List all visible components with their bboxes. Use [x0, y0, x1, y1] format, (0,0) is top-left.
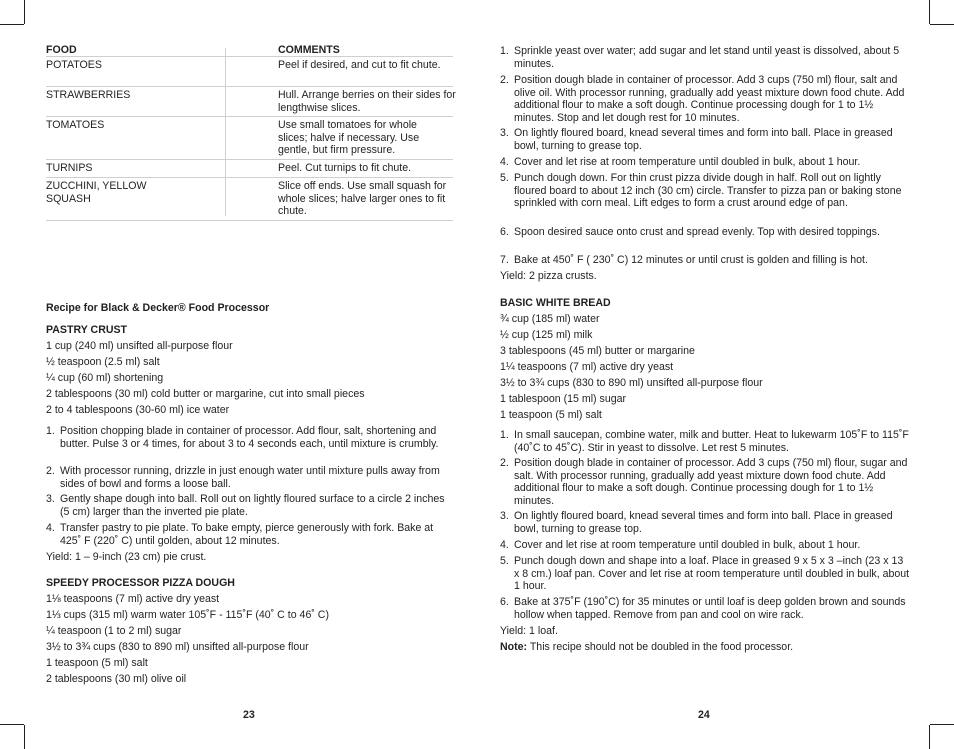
food-table	[46, 43, 456, 221]
ingredient-line: ½ teaspoon (2.5 ml) salt	[46, 356, 160, 368]
step-text: Cover and let rise at room temperature until doubled in bulk, about 1 hour.	[514, 539, 861, 551]
step-number: 5.	[500, 172, 509, 184]
step-text: Cover and let rise at room temperature until doubled in bulk, about 1 hour.	[514, 156, 861, 168]
step-number: 6.	[500, 596, 509, 608]
ingredient-line: 2 tablespoons (30 ml) cold butter or margarine, cut into small pieces	[46, 388, 365, 400]
step-item	[500, 226, 910, 239]
ingredient-line: 3½ to 3¾ cups (830 to 890 ml) unsifted all-purpose flour	[46, 641, 309, 653]
step-number: 2.	[500, 74, 509, 86]
ingredient-line: 1⅛ teaspoons (7 ml) active dry yeast	[46, 593, 220, 605]
step-item	[500, 596, 910, 621]
crop-mark	[929, 725, 930, 749]
comment-cell: Slice off ends. Use small squash for whole slices; halve larger ones to fit chute.	[278, 180, 447, 218]
ingredient-line: ½ cup (125 ml) milk	[500, 329, 593, 341]
step-number: 1.	[46, 425, 55, 437]
ingredient-line: 1 teaspoon (5 ml) salt	[500, 409, 602, 421]
step-text: Bake at 450˚ F ( 230˚ C) 12 minutes or until crust is golden and filling is hot.	[514, 254, 868, 266]
table-row	[46, 57, 453, 87]
table-row	[46, 178, 453, 221]
note-line	[500, 641, 793, 654]
ingredient-line: 1⅓ cups (315 ml) warm water 105˚F - 115˚F (40˚ C to 46˚ C)	[46, 609, 329, 621]
crop-mark	[24, 0, 25, 24]
step-item	[46, 465, 454, 490]
pastry-heading: PASTRY CRUST	[46, 324, 128, 336]
crop-mark	[24, 725, 25, 749]
bread-heading: BASIC WHITE BREAD	[500, 297, 611, 309]
step-item	[500, 127, 910, 152]
pizza-heading: SPEEDY PROCESSOR PIZZA DOUGH	[46, 577, 235, 589]
step-text: Gently shape dough into ball. Roll out on lightly floured surface to a circle 2 inches (5 cm) larger than the inverted pie plate.	[60, 493, 445, 518]
ingredient-line: 1 cup (240 ml) unsifted all-purpose flour	[46, 340, 233, 352]
ingredient-line: 1¼ teaspoons (7 ml) active dry yeast	[500, 361, 674, 373]
note-text: This recipe should not be doubled in the food processor.	[527, 641, 794, 653]
step-text: Bake at 375˚F (190˚C) for 35 minutes or until loaf is deep golden brown and sounds hollow when tapped. Remove from pan and cool on wire rack.	[514, 596, 906, 621]
step-number: 4.	[500, 539, 509, 551]
food-cell: TOMATOES	[46, 119, 105, 131]
step-number: 4.	[500, 156, 509, 168]
crop-mark	[930, 724, 954, 725]
comment-cell: Hull. Arrange berries on their sides for lengthwise slices.	[278, 89, 456, 114]
step-text: Position chopping blade in container of processor. Add flour, salt, shortening and butter. Pulse 3 or 4 times, for about 3 to 4 seconds each, until mixture is crumbly.	[60, 425, 439, 450]
step-text: Position dough blade in container of processor. Add 3 cups (750 ml) flour, salt and olive oil. With processor running, gradually add yeast mixture down food chute. Add additional flour to make a soft dough. Continue processing dough for 1 to 1½ minutes. Stop and let dough rest for 10 minutes.	[514, 74, 905, 124]
step-item	[500, 539, 910, 552]
comment-cell: Use small tomatoes for whole slices; halve if necessary. Use gentle, but firm pressure.	[278, 119, 420, 157]
note-label: Note:	[500, 641, 528, 653]
yield-line: Yield: 2 pizza crusts.	[500, 270, 597, 282]
step-item	[46, 522, 454, 547]
step-text: Punch dough down and shape into a loaf. Place in greased 9 x 5 x 3 –inch (23 x 13 x 8 cm.) loaf pan. Cover and let rise at room temperature until doubled in bulk, about 1 hour.	[514, 555, 910, 593]
food-column-header: FOOD	[46, 44, 77, 56]
step-text: Spoon desired sauce onto crust and spread evenly. Top with desired toppings.	[514, 226, 880, 238]
step-number: 3.	[500, 510, 509, 522]
step-item	[46, 493, 454, 518]
ingredient-line: 2 to 4 tablespoons (30-60 ml) ice water	[46, 404, 230, 416]
crop-mark	[0, 24, 24, 25]
crop-mark	[929, 0, 930, 24]
step-number: 3.	[500, 127, 509, 139]
step-item	[500, 555, 910, 593]
comment-cell: Peel if desired, and cut to fit chute.	[278, 59, 441, 71]
yield-line: Yield: 1 – 9-inch (23 cm) pie crust.	[46, 551, 207, 563]
step-text: Sprinkle yeast over water; add sugar and let stand until yeast is dissolved, about 5 minutes.	[514, 45, 900, 70]
ingredient-line: 1 teaspoon (5 ml) salt	[46, 657, 148, 669]
step-text: On lightly floured board, knead several times and form into ball. Place in greased bowl, turning to grease top.	[514, 127, 893, 152]
step-text: Transfer pastry to pie plate. To bake empty, pierce generously with fork. Bake at 425˚ F (220˚ C) until golden, about 12 minutes.	[60, 522, 434, 547]
ingredient-line: ¼ teaspoon (1 to 2 ml) sugar	[46, 625, 182, 637]
ingredient-line: 1 tablespoon (15 ml) sugar	[500, 393, 627, 405]
ingredient-line: 3½ to 3¾ cups (830 to 890 ml) unsifted all-purpose flour	[500, 377, 763, 389]
step-number: 2.	[500, 457, 509, 469]
step-number: 3.	[46, 493, 55, 505]
crop-mark	[0, 724, 24, 725]
step-number: 5.	[500, 555, 509, 567]
ingredient-line: 2 tablespoons (30 ml) olive oil	[46, 673, 187, 685]
step-text: Position dough blade in container of processor. Add 3 cups (750 ml) flour, sugar and salt. With processor running, gradually add yeast mixture down food chute. Add additional flour to make a soft dough. Continue processing dough for 1 to 1½ minutes.	[514, 457, 908, 507]
step-text: Punch dough down. For thin crust pizza divide dough in half. Roll out on lightly floured board to about 12 inch (30 cm) circle. Transfer to pizza pan or baking stone sprinkled with corn meal. Lift edges to form a crust around edge of pan.	[514, 172, 902, 210]
table-row	[46, 160, 453, 178]
step-item	[46, 425, 454, 450]
step-item	[500, 156, 910, 169]
food-cell: STRAWBERRIES	[46, 89, 131, 101]
recipe-title: Recipe for Black & Decker® Food Processor	[46, 302, 270, 314]
step-number: 2.	[46, 465, 55, 477]
step-number: 1.	[500, 429, 509, 441]
step-item	[500, 457, 910, 507]
step-text: On lightly floured board, knead several times and form into ball. Place in greased bowl, turning to grease top.	[514, 510, 893, 535]
step-item	[500, 429, 910, 454]
comments-column-header: COMMENTS	[278, 44, 340, 56]
crop-mark	[930, 24, 954, 25]
table-row	[46, 87, 456, 117]
ingredient-line: ¾ cup (185 ml) water	[500, 313, 600, 325]
food-cell: TURNIPS	[46, 162, 93, 174]
step-item	[500, 510, 910, 535]
table-row	[46, 117, 453, 160]
step-item	[500, 254, 910, 267]
table-header	[46, 43, 453, 57]
step-number: 6.	[500, 226, 509, 238]
food-cell: POTATOES	[46, 59, 102, 71]
step-item	[500, 45, 910, 70]
comment-cell: Peel. Cut turnips to fit chute.	[278, 162, 412, 174]
step-number: 4.	[46, 522, 55, 534]
ingredient-line: ¼ cup (60 ml) shortening	[46, 372, 164, 384]
step-number: 1.	[500, 45, 509, 57]
ingredient-line: 3 tablespoons (45 ml) butter or margarine	[500, 345, 695, 357]
step-item	[500, 172, 910, 210]
step-text: In small saucepan, combine water, milk and butter. Heat to lukewarm 105˚F to 115˚F (40˚C to 45˚C). Stir in yeast to dissolve. Let rest 5 minutes.	[514, 429, 909, 454]
step-item	[500, 74, 910, 124]
food-cell: ZUCCHINI, YELLOW SQUASH	[46, 180, 147, 205]
page-number: 24	[698, 709, 710, 721]
step-number: 7.	[500, 254, 509, 266]
step-text: With processor running, drizzle in just enough water until mixture pulls away from sides of bowl and forms a loose ball.	[60, 465, 440, 490]
page-number: 23	[243, 709, 255, 721]
yield-line: Yield: 1 loaf.	[500, 625, 558, 637]
